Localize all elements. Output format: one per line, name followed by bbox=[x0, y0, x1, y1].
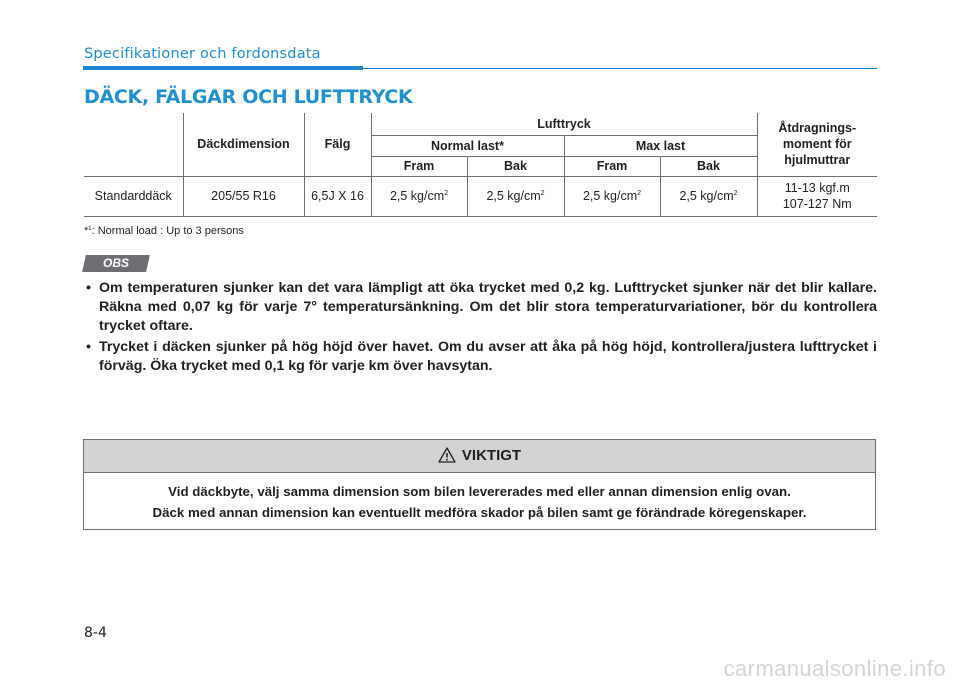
cell-rim: 6,5J X 16 bbox=[304, 176, 371, 216]
bullet-icon: • bbox=[86, 280, 91, 296]
footnote bbox=[84, 225, 244, 237]
note-text: Trycket i däcken sjunker på hög höjd över havet. Om du avser att åka på hög höjd, kontrollera/justera lufttrycket i förväg. Öka trycket med 0,1 kg för varje km över havsytan. bbox=[99, 339, 877, 374]
unit-exponent: 2 bbox=[444, 190, 449, 197]
cell-torque bbox=[757, 176, 877, 216]
pressure-value: 2,5 kg/cm bbox=[486, 189, 541, 203]
cell-max-front bbox=[564, 176, 660, 216]
list-item bbox=[84, 279, 877, 336]
footnote-text: : Normal load : Up to 3 persons bbox=[91, 225, 244, 237]
pressure-value: 2,5 kg/cm bbox=[389, 189, 445, 203]
header-normal-load: Normal last* bbox=[371, 135, 564, 156]
cell-normal-front bbox=[371, 176, 467, 216]
header-max-front: Fram bbox=[564, 156, 660, 176]
header-rule-thin bbox=[363, 68, 877, 69]
warning-box bbox=[83, 439, 876, 530]
unit-exponent: 2 bbox=[733, 190, 738, 197]
header-tire-size: Däckdimension bbox=[183, 113, 304, 176]
warning-triangle-icon bbox=[438, 447, 456, 463]
page-number: 8-4 bbox=[84, 625, 107, 641]
header-max-load: Max last bbox=[564, 135, 757, 156]
warning-header bbox=[84, 440, 875, 473]
pressure-value: 2,5 kg/cm bbox=[679, 189, 734, 203]
cell-max-rear bbox=[660, 176, 757, 216]
tire-spec-table bbox=[84, 113, 877, 217]
cell-tire-type: Standarddäck bbox=[84, 176, 183, 216]
cell-tire-size: 205/55 R16 bbox=[183, 176, 304, 216]
header-rim: Fälg bbox=[304, 113, 371, 176]
torque-nm: 107-127 Nm bbox=[782, 197, 852, 211]
warning-line: Däck med annan dimension kan eventuellt medföra skador på bilen samt ge förändrade köregenskaper. bbox=[152, 505, 807, 520]
note-text: Om temperaturen sjunker kan det vara lämpligt att öka trycket med 0,2 kg. Lufttrycket sjunker när det blir kallare. Räkna med 0,07 kg för varje 7° temperatursänkning. Om det blir stora temperaturvariationer, bör du kontrollera trycket oftare. bbox=[99, 280, 877, 334]
notes-list bbox=[84, 279, 877, 378]
header-torque bbox=[757, 113, 877, 176]
header-empty-cell bbox=[84, 113, 183, 176]
header-torque-label: Åtdragnings-moment för hjulmuttrar bbox=[778, 121, 857, 168]
page-title: DÄCK, FÄLGAR OCH LUFTTRYCK bbox=[84, 86, 413, 108]
cell-normal-rear bbox=[467, 176, 564, 216]
header-pressure: Lufttryck bbox=[371, 113, 757, 135]
footnote-superscript: 1 bbox=[88, 226, 92, 232]
pressure-value: 2,5 kg/cm bbox=[582, 189, 638, 203]
warning-heading: VIKTIGT bbox=[461, 447, 522, 464]
table-row bbox=[84, 176, 877, 216]
section-label: Specifikationer och fordonsdata bbox=[84, 46, 321, 62]
list-item bbox=[84, 338, 877, 376]
header-normal-front: Fram bbox=[371, 156, 467, 176]
obs-label-text: OBS bbox=[102, 256, 129, 270]
header-max-rear: Bak bbox=[660, 156, 757, 176]
bullet-icon: • bbox=[86, 339, 91, 355]
watermark: carmanualsonline.info bbox=[723, 656, 946, 681]
unit-exponent: 2 bbox=[637, 190, 642, 197]
unit-exponent: 2 bbox=[540, 190, 545, 197]
torque-kgf: 11-13 kgf.m bbox=[784, 181, 850, 195]
obs-label bbox=[82, 255, 150, 272]
header-rule-thick bbox=[83, 66, 363, 70]
header-normal-rear: Bak bbox=[467, 156, 564, 176]
warning-line: Vid däckbyte, välj samma dimension som bilen levererades med eller annan dimension enlig ovan. bbox=[168, 484, 791, 499]
footnote-marker: * bbox=[84, 225, 89, 237]
warning-body bbox=[84, 473, 875, 523]
